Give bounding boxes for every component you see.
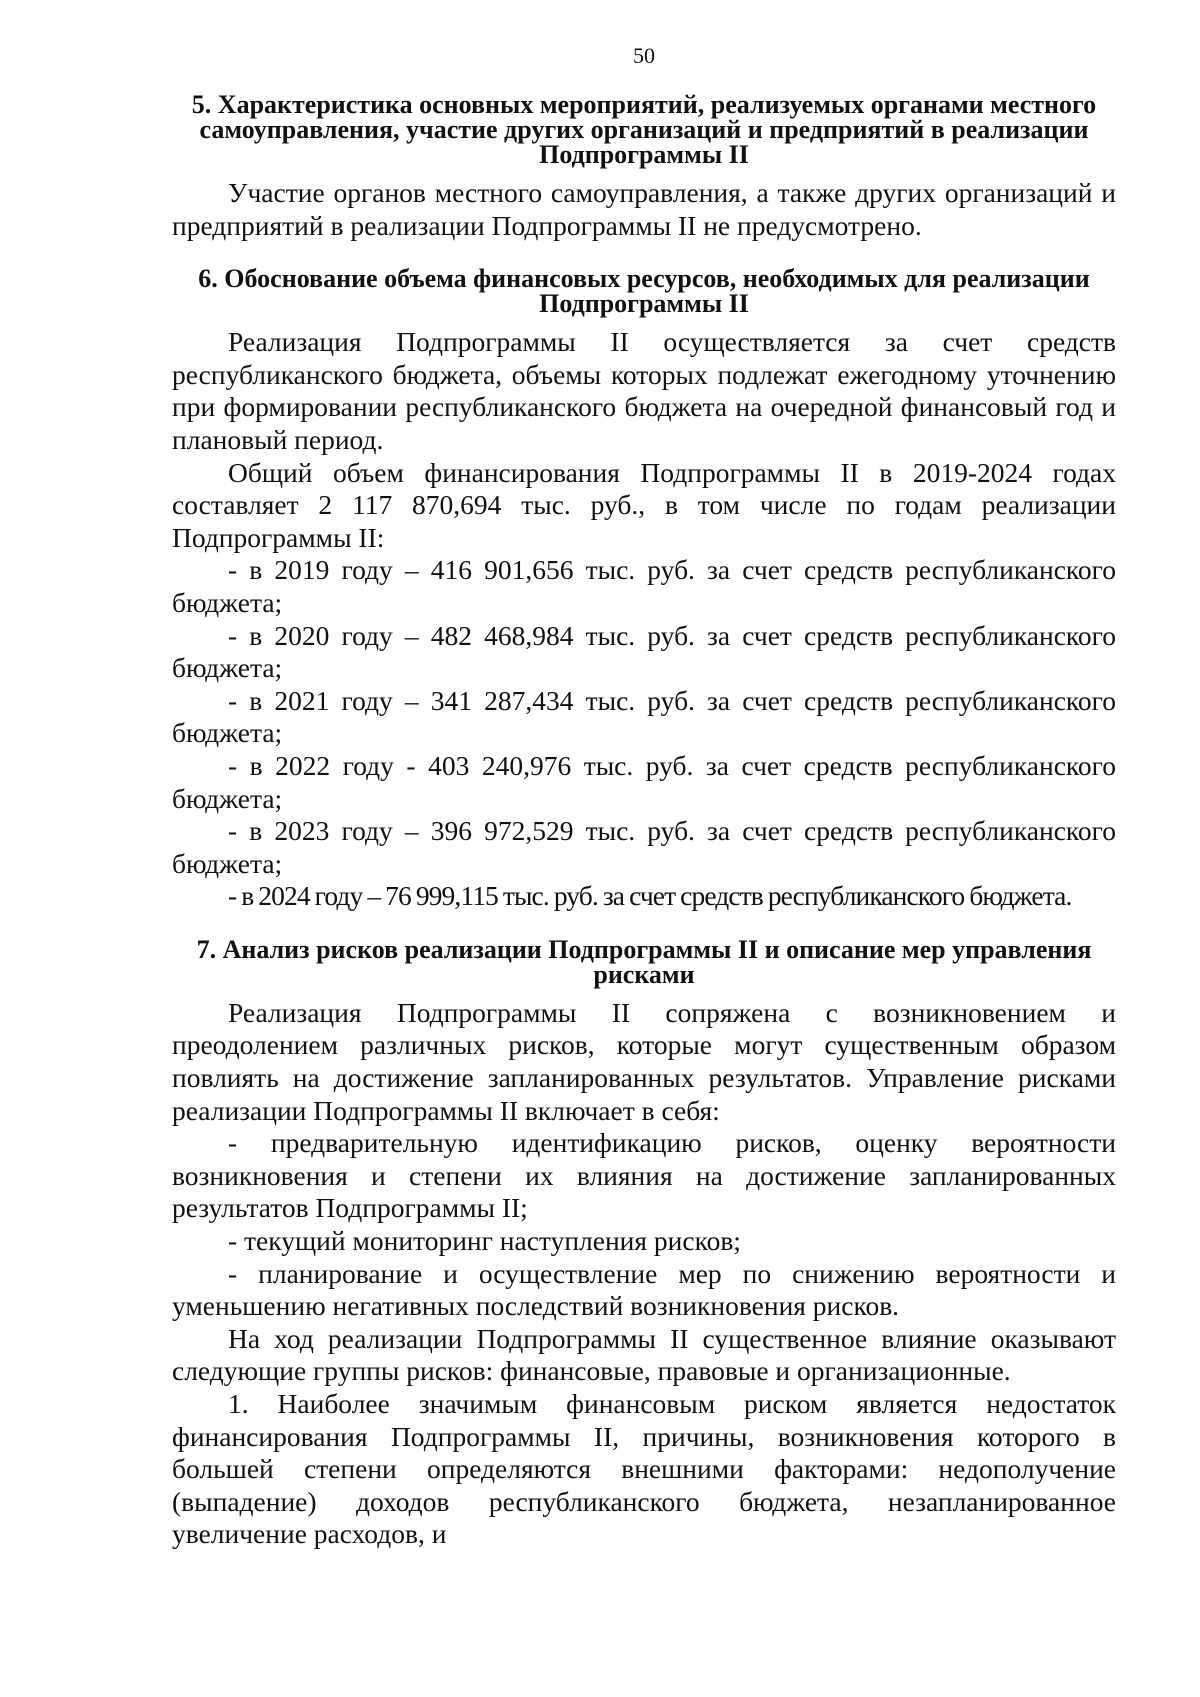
list-item: - в 2023 году – 396 972,529 тыс. руб. за счет средств республиканского бюджета;: [172, 815, 1116, 879]
section-6-title: 6. Обоснование объема финансовых ресурсов, необходимых для реализации Подпрограммы II: [198, 264, 1090, 319]
paragraph: Реализация Подпрограммы II сопряжена с возникновением и преодолением различных рисков, которые могут существенным образом повлиять на достижение запланированных результатов. Управление рисками реализации Подпрограммы II включает в себя:: [172, 996, 1116, 1126]
section-5-title: 5. Характеристика основных мероприятий, реализуемых органами местного самоуправления, участие других организаций и предприятий в реализации Подпрограммы II: [191, 90, 1097, 169]
paragraph: Реализация Подпрограммы II осуществляется за счет средств республиканского бюджета, объемы которых подлежат ежегодному уточнению при формировании республиканского бюджета на очередной финансовый год и плановый период.: [172, 326, 1116, 455]
list-item: - текущий мониторинг наступления рисков;: [228, 1225, 741, 1257]
paragraph: На ход реализации Подпрограммы II существенное влияние оказывают следующие группы рисков: финансовые, правовые и организационные.: [172, 1322, 1116, 1387]
list-item: - в 2022 году - 403 240,976 тыс. руб. за счет средств республиканского бюджета;: [172, 749, 1116, 814]
list-item: - предварительную идентификацию рисков, оценку вероятности возникновения и степени их влияния на достижение запланированных результатов Подпрограммы II;: [172, 1127, 1116, 1224]
paragraph: Общий объем финансирования Подпрограммы II в 2019-2024 годах составляет 2 117 870,694 тыс. руб., в том числе по годам реализации Подпрограммы II:: [172, 456, 1116, 553]
list-item: - в 2021 году – 341 287,434 тыс. руб. за счет средств республиканского бюджета;: [172, 684, 1116, 749]
paragraph: Участие органов местного самоуправления, а также других организаций и предприятий в реализации Подпрограммы II не предусмотрено.: [172, 177, 1116, 241]
list-item: - планирование и осуществление мер по снижению вероятности и уменьшению негативных последствий возникновения рисков.: [172, 1257, 1116, 1322]
list-item: - в 2020 году – 482 468,984 тыс. руб. за счет средств республиканского бюджета;: [172, 619, 1116, 684]
list-item: - в 2019 году – 416 901,656 тыс. руб. за счет средств республиканского бюджета;: [172, 554, 1116, 618]
document-page: [172, 42, 1116, 1551]
page-number: 50: [633, 43, 655, 68]
section-7-title: 7. Анализ рисков реализации Подпрограммы II и описание мер управления рисками: [196, 934, 1092, 989]
paragraph: 1. Наиболее значимым финансовым риском является недостаток финансирования Подпрограммы II, причины, возникновения которого в большей степени определяются внешними факторами: недополучение (выпадение) доходов республиканского бюджета, незапланированное увеличение расходов, и: [172, 1388, 1116, 1550]
list-item: - в 2024 году – 76 999,115 тыс. руб. за счет средств республиканского бюджета.: [228, 880, 1072, 912]
